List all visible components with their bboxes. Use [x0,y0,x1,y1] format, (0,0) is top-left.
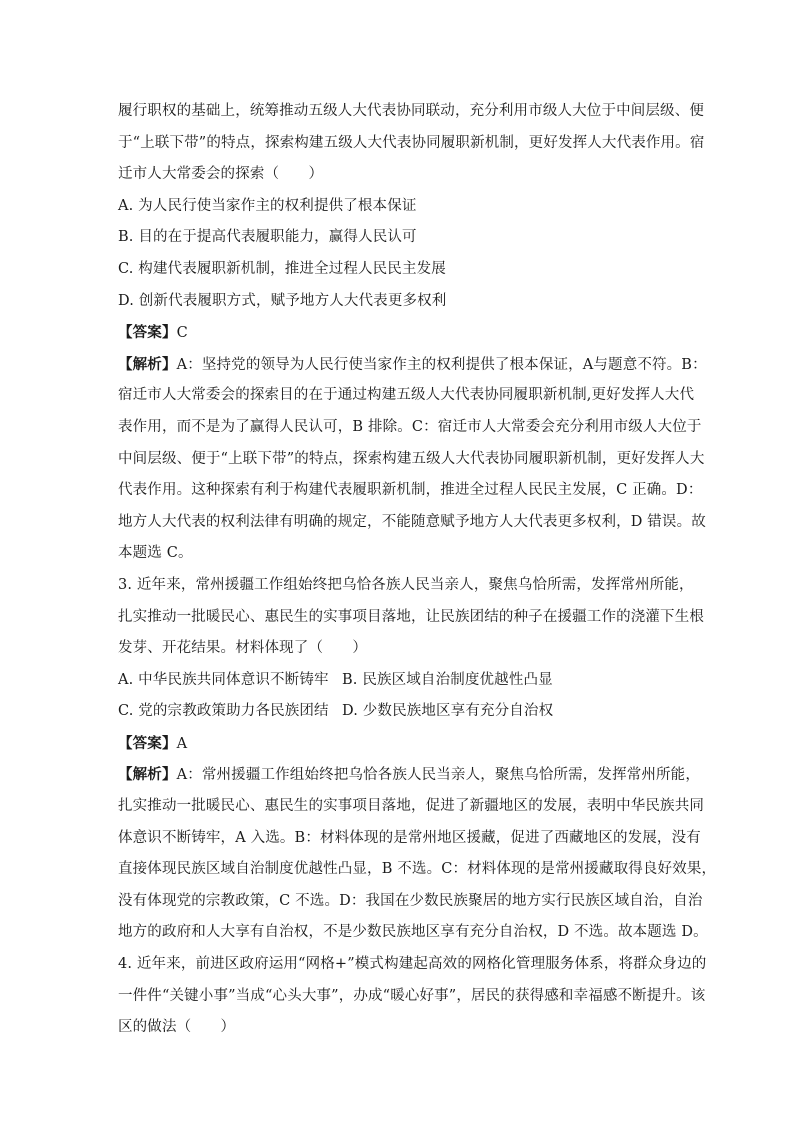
answer-line [118,317,680,349]
question-stem-line: 迁市人大常委会的探索（ ） [118,166,324,183]
analysis-line: 表作用，而不是为了赢得人民认可，B 排除。C：宿迁市人大常委会充分利用市级人大位于 [118,418,702,435]
analysis-line [118,759,700,791]
analysis-line: 代表作用。这种探索有利于构建代表履职新机制，推进全过程人民民主发展，C 正确。D： [118,482,703,499]
analysis-line: 扎实推动一批暖民心、惠民生的实事项目落地，促进了新疆地区的发展，表明中华民族共同 [118,798,704,815]
analysis-line: 地方的政府和人大享有自治权，不是少数民族地区享有充分自治权，D 不选。故本题选 D。 [118,924,708,941]
option-d: D. 创新代表履职方式，赋予地方人大代表更多权利 [118,292,447,309]
question-stem-line: 履行职权的基础上，统筹推动五级人大代表协同联动，充分利用市级人大位于中间层级、便 [118,103,704,119]
option-c: C. 构建代表履职新机制，推进全过程人民民主发展 [118,260,446,277]
analysis-text: A：常州援疆工作组始终把乌恰各族人民当亲人，聚焦乌恰所需，发挥常州所能， [176,767,700,784]
question-3 [118,570,717,949]
analysis-line: 体意识不断铸牢，A 入选。B：材料体现的是常州地区援藏，促进了西藏地区的发展，没有 [118,829,701,846]
analysis-line: 宿迁市人大常委会的探索目的在于通过构建五级人大代表协同履职新机制,更好发挥人大代 [118,387,695,404]
option-a: A. 为人民行使当家作主的权利提供了根本保证 [118,197,417,214]
question-stem-line: 3. 近年来，常州援疆工作组始终把乌恰各族人民当亲人，聚焦乌恰所需，发挥常州所能， [118,576,694,593]
option-c: C. 党的宗教政策助力各民族团结 [118,703,329,720]
document-page [118,96,717,1044]
analysis-text: A：坚持党的领导为人民行使当家作主的权利提供了根本保证，A与题意不符。B： [176,356,707,373]
question-stem-line: 区的做法（ ） [118,1019,236,1036]
analysis-label: 【解析】 [118,355,177,373]
options-row [118,665,680,697]
question-stem-line: 发芽、开花结果。材料体现了（ ） [118,640,368,657]
question-stem-line: 于“上联下带”的特点，探索构建五级人大代表协同履职新机制，更好发挥人大代表作用。宿 [118,134,705,151]
analysis-line: 没有体现党的宗教政策，C 不选。D：我国在少数民族聚居的地方实行民族区域自治，自治 [118,892,703,909]
option-b: B. 目的在于提高代表履职能力，赢得人民认可 [118,229,417,246]
option-a: A. 中华民族共同体意识不断铸牢 [118,671,329,688]
analysis-line: 地方人大代表的权利法律有明确的规定，不能随意赋予地方人大代表更多权利，D 错误。故 [118,513,706,530]
options-row [118,696,680,728]
answer-label: 【答案】 [118,734,177,752]
question-stem-line: 4. 近年来，前进区政府运用“网格+”模式构建起高效的网格化管理服务体系，将群众身边的 [118,956,707,973]
answer-value: A [176,735,188,752]
answer-line [118,728,680,760]
answer-value: C [176,325,188,342]
analysis-line: 本题选 C。 [118,545,193,562]
analysis-line [118,349,707,381]
analysis-line: 中间层级、便于“上联下带”的特点，探索构建五级人大代表协同履职新机制，更好发挥人大 [118,450,705,467]
question-stem-line: 扎实推动一批暖民心、惠民生的实事项目落地，让民族团结的种子在援疆工作的浇灌下生根 [118,608,704,625]
question-2 [118,96,707,570]
question-4 [118,949,707,1044]
analysis-line: 直接体现民族区域自治制度优越性凸显，B 不选。C：材料体现的是常州援藏取得良好效果， [118,861,717,878]
option-d: D. 少数民族地区享有充分自治权 [342,703,554,720]
question-stem-line: 一件件“关键小事”当成“心头大事”，办成“暖心好事”，居民的获得感和幸福感不断提升。该 [118,987,706,1004]
analysis-label: 【解析】 [118,766,177,784]
answer-label: 【答案】 [118,324,177,342]
option-b: B. 民族区域自治制度优越性凸显 [342,671,553,688]
